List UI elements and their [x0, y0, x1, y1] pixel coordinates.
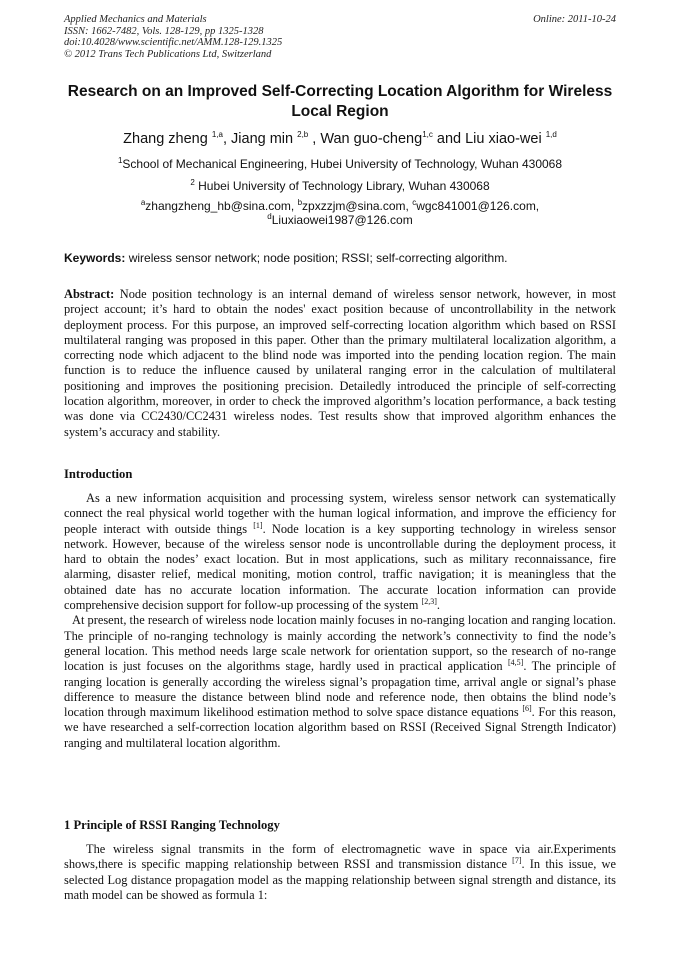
paper-title: Research on an Improved Self-Correcting Location Algorithm for Wireless Local Region	[67, 83, 613, 120]
email-link[interactable]: zhangzheng_hb@sina.com,	[145, 199, 298, 213]
author-emails	[64, 199, 616, 227]
citation: [6]	[522, 704, 532, 714]
keywords-text: wireless sensor network; node position; RSSI; self-correcting algorithm.	[125, 251, 508, 265]
keywords-label: Keywords:	[64, 251, 126, 265]
author-affil-mark: 1,a	[211, 130, 223, 140]
author-name: Jiang min	[231, 131, 298, 147]
paragraph	[64, 842, 616, 903]
email-link[interactable]: zpxzzjm@sina.com,	[302, 199, 413, 213]
affiliation-mark: 1	[117, 156, 123, 165]
keywords	[64, 251, 616, 265]
author-separator: and	[432, 131, 466, 147]
author-separator: ,	[222, 131, 232, 147]
paragraph-text: . For this reason, we have researched a self-correction location algorithm based on RSSI (Received Signal Strength Indicator) ranging and multilateral location algorithm.	[64, 705, 616, 750]
paragraph-text: At present, the research of wireless node location mainly focuses in no-ranging location and ranging location. The principle of no-ranging technology is mainly according the network’s connectivity to find the node’s general location. This method needs large scale network for orientation support, so the research of no-range location is just focuses on the algorithms stage, hardly used in practical application	[64, 613, 616, 674]
citation: [4,5]	[508, 658, 524, 668]
abstract-text: Node position technology is an internal demand of wireless sensor network, however, in most project account; it’s hard to obtain the nodes' exact position because of uncontrollability in the network deployment process. For this purpose, an improved self-correcting location algorithm which based on RSSI multilateral ranging was proposed in this paper. Other than the primary multilateral localization algorithm, a correcting node which adjacent to the blind node was imported into the pending location region. The main function is to reduce the influence caused by unilateral ranging error in the calculation of multilateral positioning and improves the positioning precision. Detailedly introduced the principle of self-correcting location algorithm, moreover, in order to check the improved algorithm’s location performance, a back testing was done via CC2430/CC2431 wireless nodes. Test results show that improved algorithm enhances the system’s accuracy and stability.	[64, 287, 616, 439]
copyright-line: © 2012 Trans Tech Publications Ltd, Switzerland	[64, 48, 272, 60]
affiliation-text: Hubei University of Technology Library, Wuhan 430068	[194, 179, 490, 193]
citation: [1]	[253, 520, 263, 530]
section-1-heading: 1 Principle of RSSI Ranging Technology	[64, 818, 280, 832]
paragraph-text: . Node location is a key supporting technology in wireless sensor network. However, because of the wireless sensor node is uncontrollable during the deployment process, it hard to obtain the nodes’ exact location. But in most applications, such as military reconnaissance, fire alarming, disaster relief, medical moniting, motion control, traffic navigation; it is meaningless that the obtained date has no accurate location information. The accurate location information can provide comprehensive decision support for follow-up processing of the system	[64, 521, 616, 613]
author-affil-mark: 2,b	[297, 130, 309, 140]
abstract	[64, 287, 616, 440]
author-name: Liu xiao-wei	[465, 131, 546, 147]
paragraph	[64, 613, 616, 751]
email-mark: b	[297, 198, 303, 207]
journal-name: Applied Mechanics and Materials	[64, 14, 207, 25]
author-name: Wan guo-cheng	[320, 131, 423, 147]
author-list	[64, 130, 616, 148]
introduction-body	[64, 491, 616, 751]
paragraph-text: The wireless signal transmits in the form of electromagnetic wave in space via air.Experiments shows,there is specific mapping relationship between RSSI and transmission distance	[64, 842, 616, 872]
affiliation-text: School of Mechanical Engineering, Hubei University of Technology, Wuhan 430068	[122, 157, 563, 171]
doi-line: doi:10.4028/www.scientific.net/AMM.128-129.1325	[64, 37, 283, 48]
author-separator: ,	[308, 131, 321, 147]
paragraph-text: . The principle of ranging location is generally according the wireless signal’s propagation time, arrival angle or signal’s phase difference to measure the distance between blind node and reference node, then obtains the blind node’s location through maximum likelihood estimation method to solve space distance equations	[64, 659, 616, 720]
affiliation-1	[64, 157, 616, 171]
paragraph-text: .	[436, 598, 440, 613]
author-affil-mark: 1,d	[545, 130, 557, 140]
online-date: Online: 2011-10-24	[533, 14, 616, 25]
affiliation-mark: 2	[190, 178, 195, 187]
email-link[interactable]: wgc841001@126.com,	[416, 199, 540, 213]
email-link[interactable]: Liuxiaowei1987@126.com	[271, 213, 413, 227]
email-mark: d	[267, 212, 272, 221]
citation: [7]	[512, 856, 522, 866]
email-mark: c	[412, 198, 417, 207]
author-affil-mark: 1,c	[422, 130, 433, 140]
paragraph	[64, 491, 616, 613]
section-1-body	[64, 842, 616, 903]
journal-header	[64, 14, 616, 60]
citation: [2,3]	[421, 596, 437, 606]
paragraph-text: . In this issue, we selected Log distance propagation model as the mapping relationship between signal strength and distance, its math model can be showed as formula 1:	[64, 857, 616, 902]
email-mark: a	[140, 198, 146, 207]
affiliation-2	[64, 179, 616, 193]
abstract-label: Abstract:	[64, 287, 115, 301]
author-name: Zhang zheng	[123, 131, 212, 147]
paragraph-text: As a new information acquisition and processing system, wireless sensor network can systematically connect the real physical world together with the human logical information, and improve the efficiency for people interact with outside things	[64, 491, 616, 536]
introduction-heading: Introduction	[64, 467, 133, 481]
issn-line: ISSN: 1662-7482, Vols. 128-129, pp 1325-1328	[64, 25, 264, 37]
